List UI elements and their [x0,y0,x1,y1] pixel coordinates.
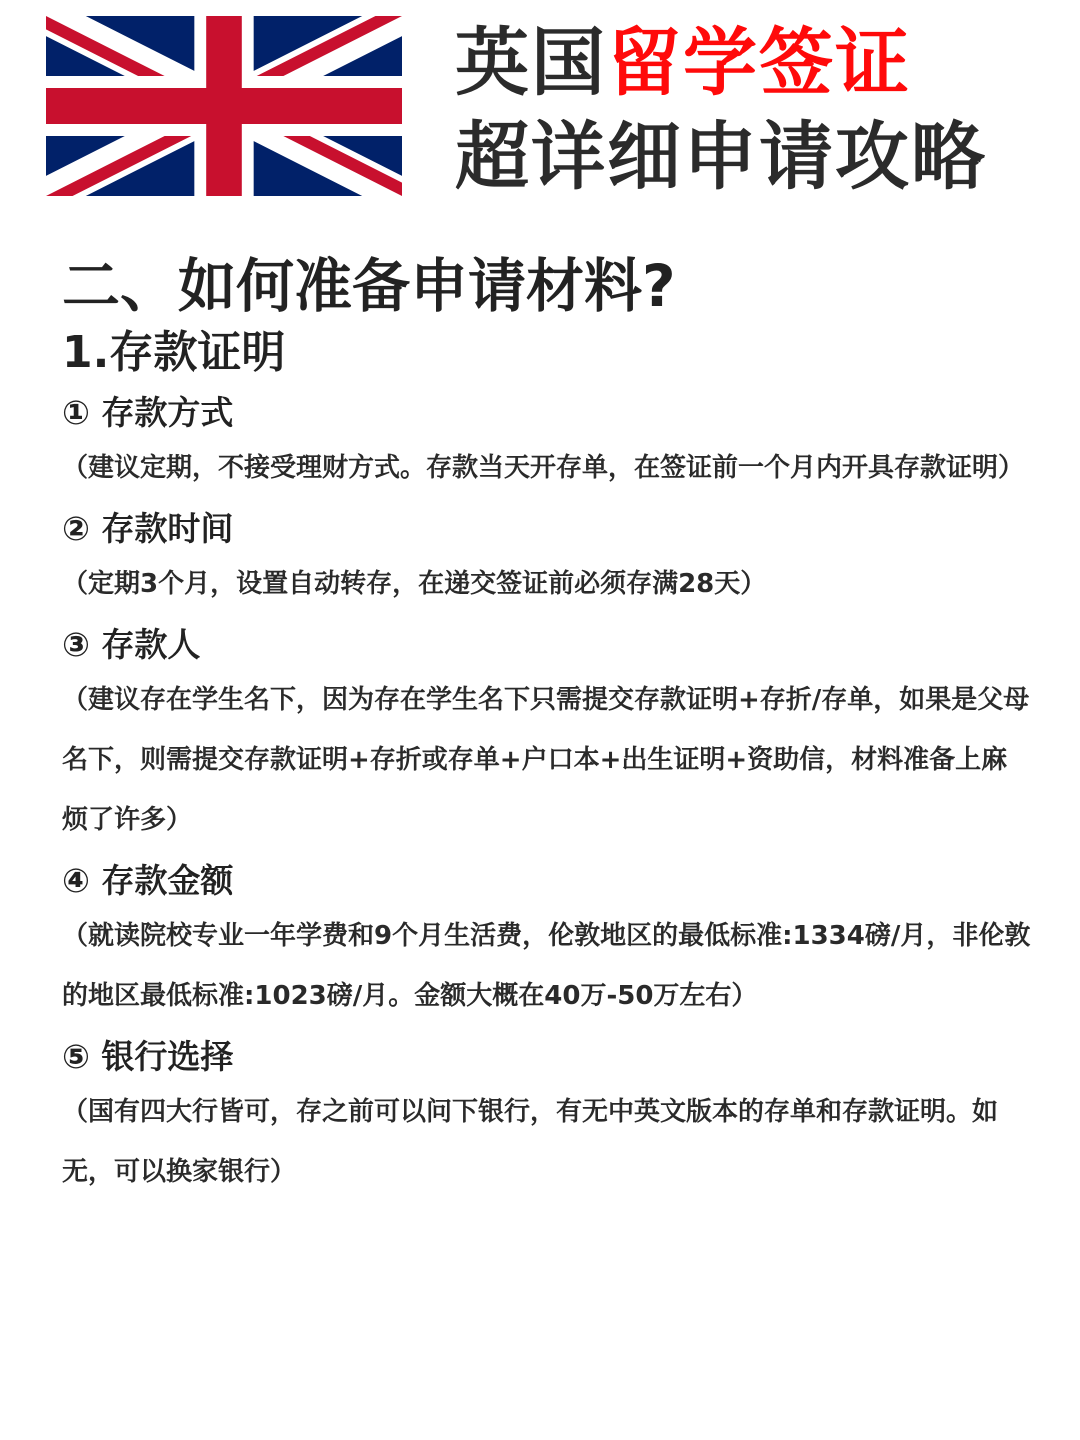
title-country: 英国 [455,20,607,106]
section-title: 二、如何准备申请材料? [62,252,676,320]
header-title-line1 [455,18,911,108]
title-highlight: 留学签证 [607,20,911,106]
item-body-deposit-method: （建议定期，不接受理财方式。存款当天开存单，在签证前一个月内开具存款证明） [62,453,1025,483]
item-head-bank-choice: ⑤ 银行选择 [62,1037,234,1076]
union-jack-flag-icon [46,16,402,196]
header [0,0,1080,230]
item-head-deposit-time: ② 存款时间 [62,509,234,548]
item-body-bank-choice: （国有四大行皆可，存之前可以问下银行，有无中英文版本的存单和存款证明。如无，可以换家银行） [62,1097,999,1187]
header-title-line2: 超详细申请攻略 [455,114,987,200]
item-head-deposit-amount: ④ 存款金额 [62,861,234,900]
item-head-deposit-method: ① 存款方式 [62,393,234,432]
item-body-depositor: （建议存在学生名下，因为存在学生名下只需提交存款证明+存折/存单，如果是父母名下，则需提交存款证明+存折或存单+户口本+出生证明+资助信，材料准备上麻烦了许多） [62,685,1030,835]
main-content [62,248,1032,1204]
section-subtitle: 1.存款证明 [62,327,286,378]
item-head-depositor: ③ 存款人 [62,625,201,664]
item-body-deposit-time: （定期3个月，设置自动转存，在递交签证前必须存满28天） [62,569,767,599]
item-body-deposit-amount: （就读院校专业一年学费和9个月生活费，伦敦地区的最低标准:1334磅/月，非伦敦的地区最低标准:1023磅/月。金额大概在40万-50万左右） [62,921,1031,1011]
